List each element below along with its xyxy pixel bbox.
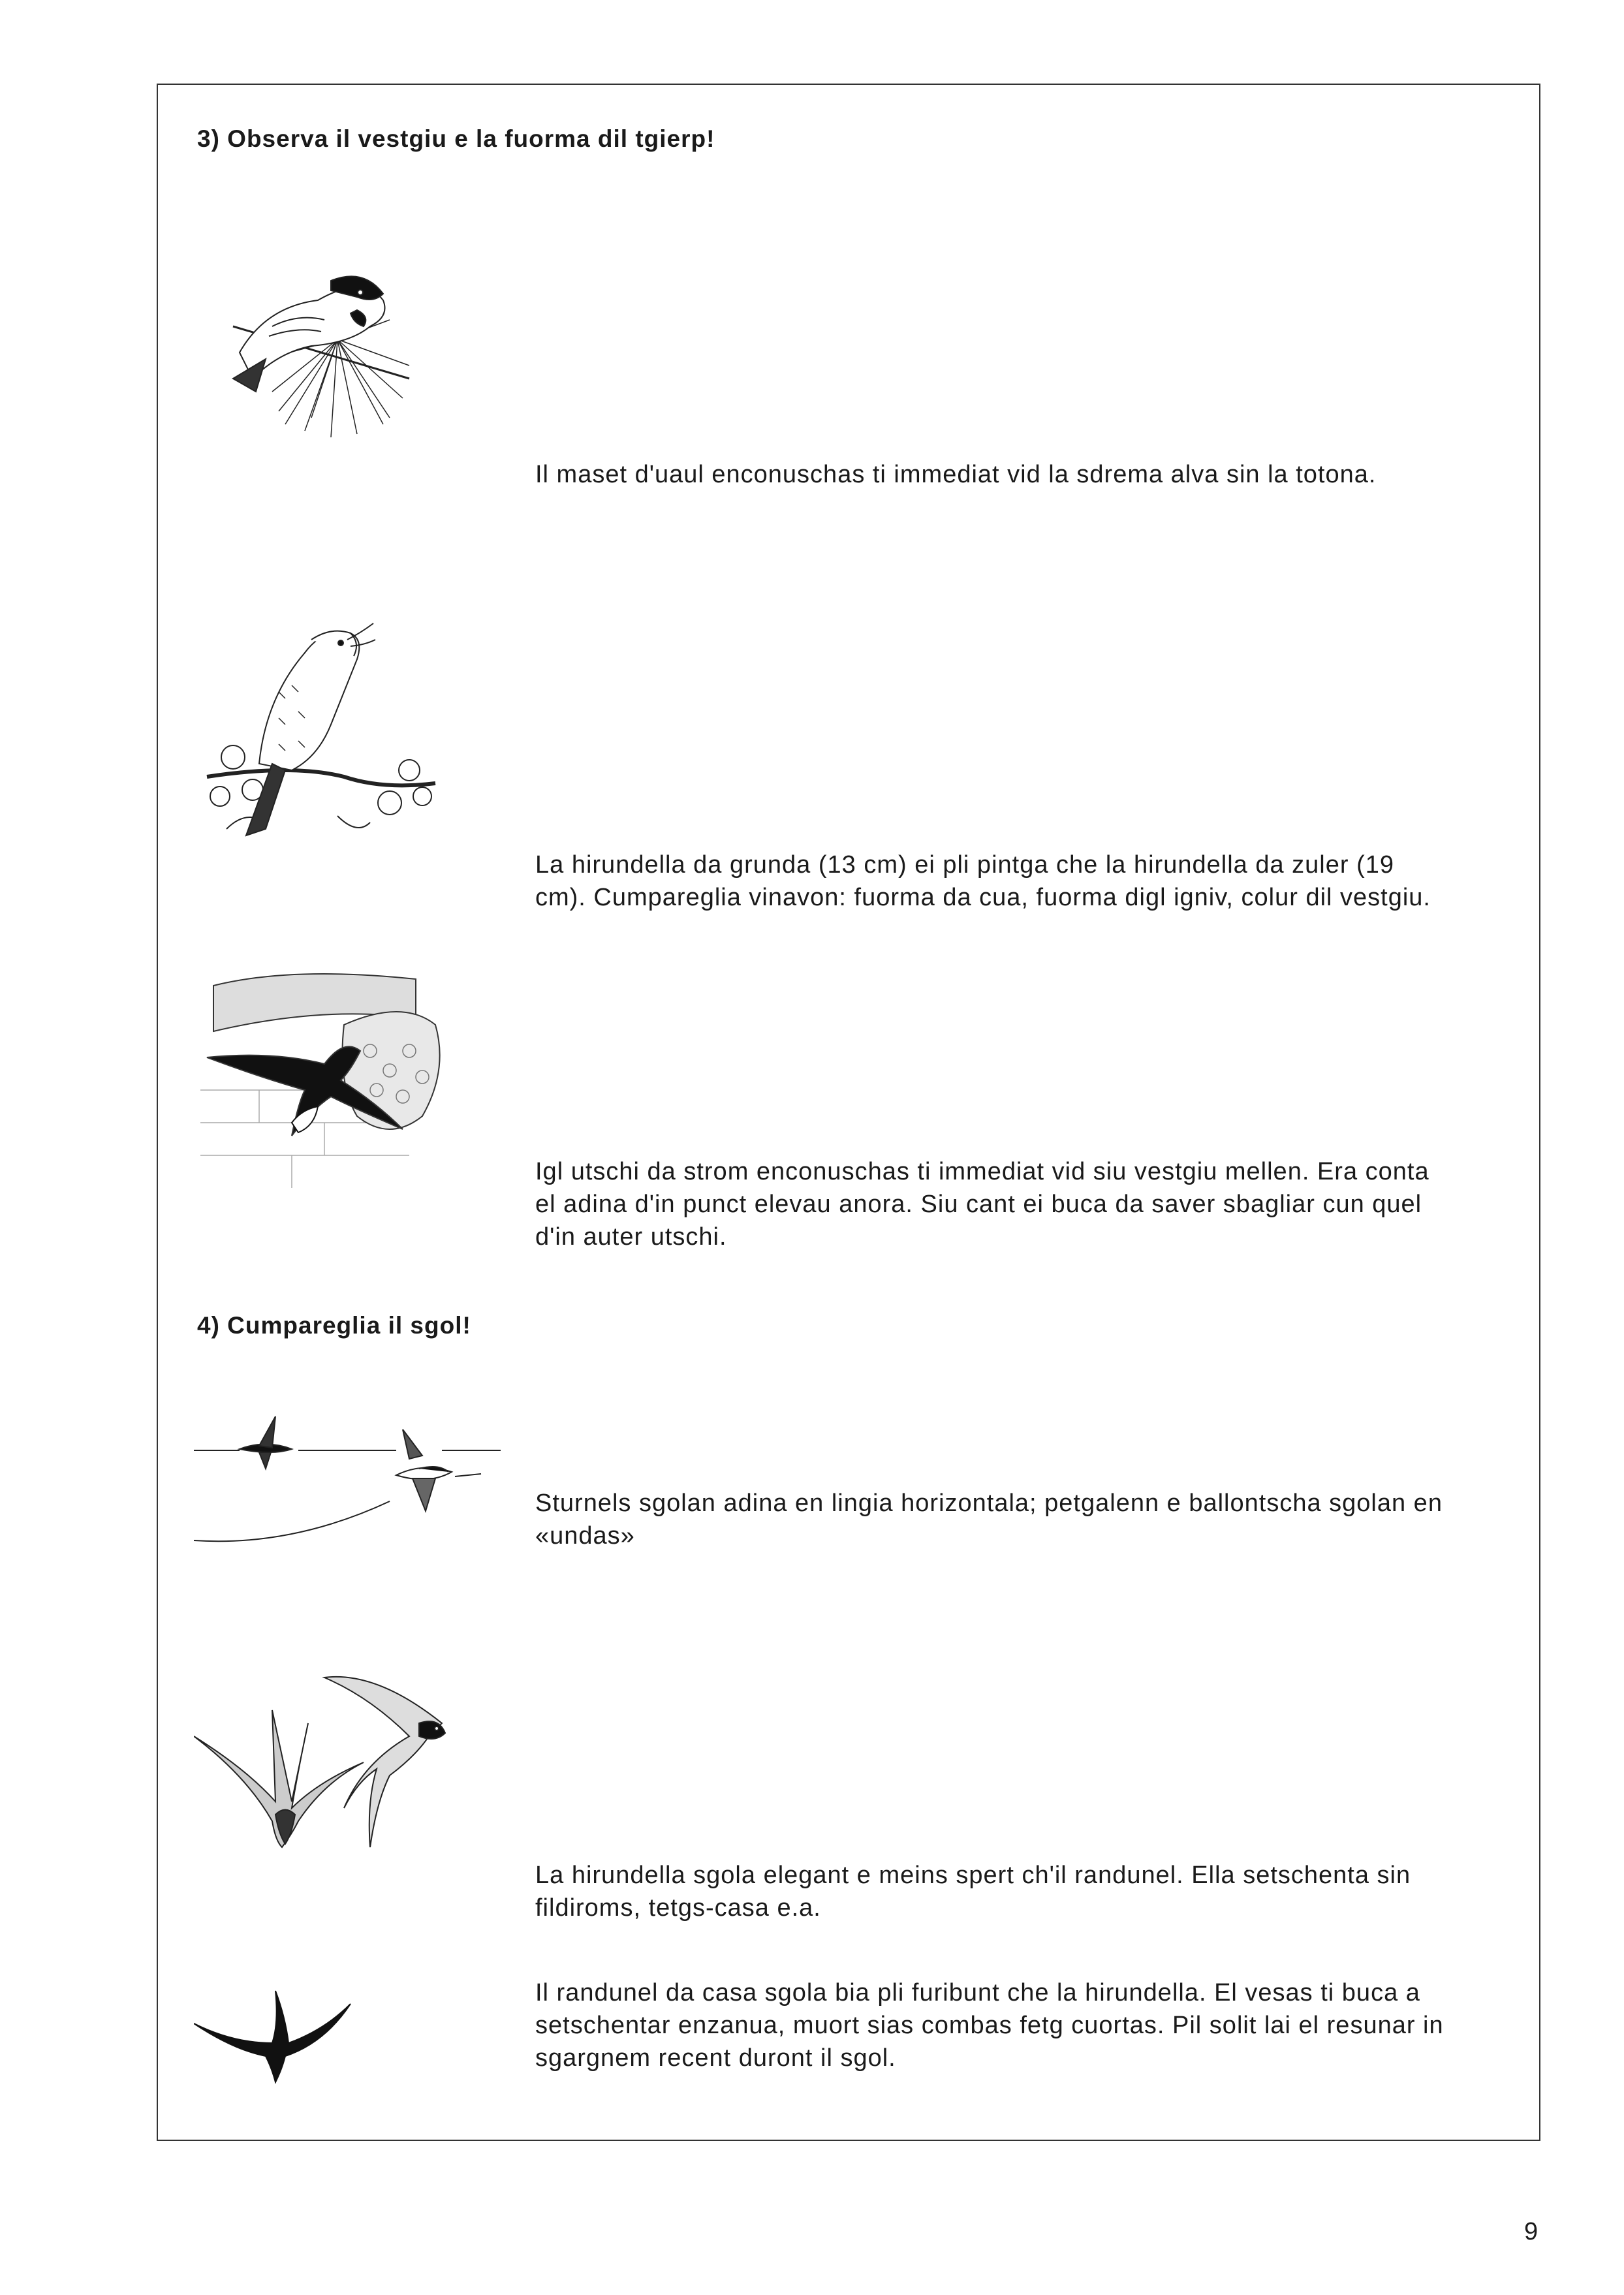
section-heading-observe: 3) Observa il vestgiu e la fuorma dil tgierp! <box>197 125 715 152</box>
paragraph-swift-flight: Il randunel da casa sgola bia pli furibunt che la hirundella. El vesas ti buca a setschentar enzanua, muort sias combas fetg cuortas. Pil solit lai el resunar in sgargnem recent duront il sgol. <box>535 1979 1444 2072</box>
page-number: 9 <box>1524 2218 1538 2245</box>
paragraph-barn-swallow: La hirundella da grunda (13 cm) ei pli pintga che la hirundella da zuler (19 cm). Cumpareglia vinavon: fuorma da cua, fuorma digl igniv, colur dil vestgiu. <box>535 851 1431 911</box>
paragraph-coal-tit: Il maset d'uaul enconuschas ti immediat vid la sdrema alva sin la totona. <box>535 461 1377 488</box>
singing-bird-on-blossom-branch-illustration <box>194 594 442 855</box>
two-swallows-in-flight-illustration <box>194 1671 481 1880</box>
worksheet-frame <box>157 84 1540 2141</box>
flight-path-lines-illustration <box>194 1390 507 1553</box>
section-heading-compare-flight: 4) Cumpareglia il sgol! <box>197 1312 471 1339</box>
paragraph-swallow-flight: La hirundella sgola elegant e meins spert ch'il randunel. Ella setschenta sin fildiroms, tetgs-casa e.a. <box>535 1862 1411 1922</box>
house-martin-at-mud-nest-illustration <box>194 960 455 1208</box>
swift-in-flight-illustration <box>194 1978 364 2108</box>
coal-tit-on-pine-branch-illustration <box>194 228 442 444</box>
paragraph-yellowhammer: Igl utschi da strom enconuschas ti immediat vid siu vestgiu mellen. Era conta el adina d'in punct elevau anora. Siu cant ei buca da saver sbagliar cun quel d'in auter utschi. <box>535 1158 1429 1251</box>
paragraph-starlings-flight: Sturnels sgolan adina en lingia horizontala; petgalenn e ballontscha sgolan en «undas» <box>535 1490 1443 1550</box>
